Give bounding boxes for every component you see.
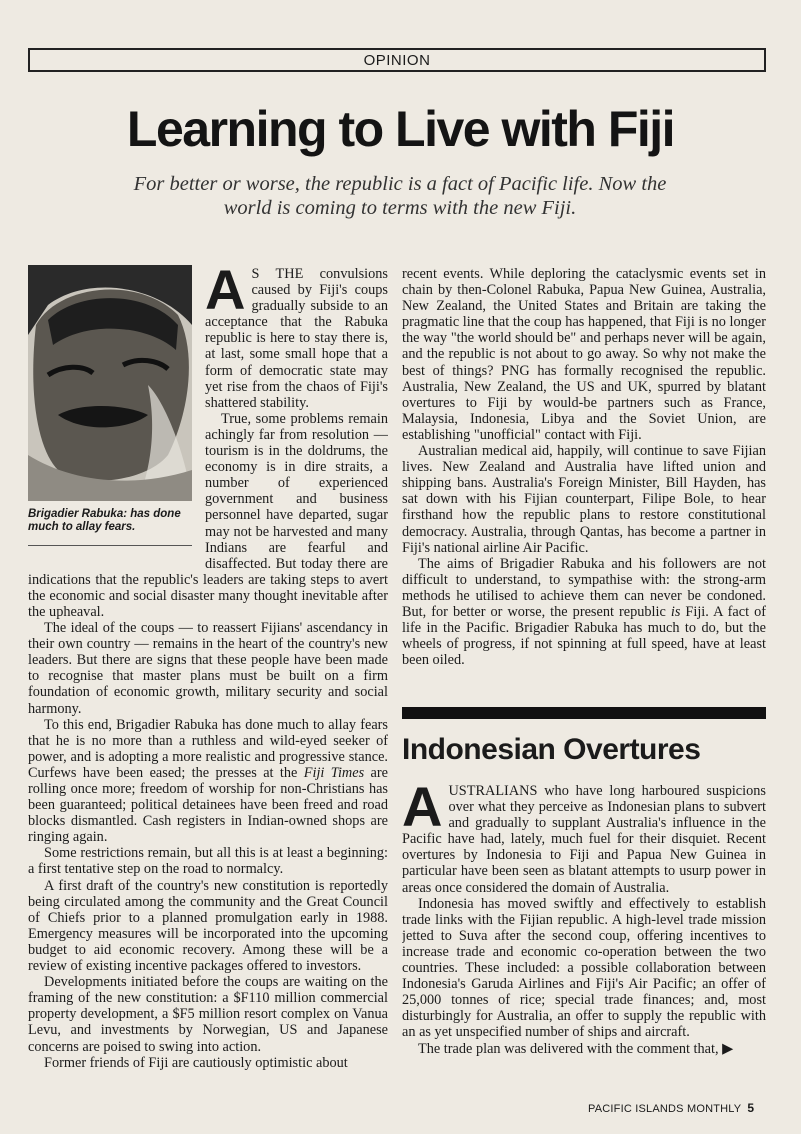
newspaper-title: Fiji Times	[303, 764, 365, 781]
paragraph: Developments initiated before the coups are waiting on the framing of the new constitution: a $F110 million commercial property development, a $F5 million resort complex on Vanua Levu, and investments by Norwegian, US and Japanese concerns are poised to swing into action.	[28, 974, 388, 1055]
drop-cap: A	[205, 266, 246, 321]
paragraph: True, some problems remain achingly far from resolution — tourism is in the doldrums, the economy is in dire straits, a number of experienced government and business personnel have departed, sugar may not be harvested and many Indians are fearful and disaffected. But today there are indications that the republic's leaders are taking steps to avert the economic and social disaster many thought inevitable after the upheaval.	[28, 410, 388, 620]
paragraph: Australian medical aid, happily, will continue to save Fijian lives. New Zealand and Australia have lifted union and shipping bans. Australia's Foreign Minister, Bill Hayden, has sat down with his Fijian counterpart, Filipe Bole, to hear firsthand how the republic plans to restore constitutional democracy. Australia, through Qantas, has become a partner in Fiji's national airline Air Pacific.	[402, 443, 766, 556]
text-run: Fiji. A fact of life in the Pacific. Brigadier Rabuka has much to do, but the wheels of progress, if not spinning at full speed, have at least been oiled.	[402, 603, 766, 669]
text-run: To this end, Brigadier Rabuka has done much to allay fears that he is no more than a ruthless and wild-eyed seeker of power, and is adopting a more realistic and progressive stance. Curfews have been eased; the presses at the	[28, 716, 388, 781]
section2-body	[402, 783, 766, 1095]
left-column	[28, 266, 388, 1096]
lead-text: USTRALIANS who have long harboured suspicions over what they perceive as Indonesian plans to subvert and gradually to supplant Australia's influence in the Pacific have had, lately, much fuel for their disquiet. Recent overtures by Indonesia to Fiji and Papua New Guinea in particular have been seen as blatant attempts to usurp power in areas once considered the domain of Australia.	[402, 783, 766, 896]
photo-space	[28, 266, 205, 556]
standfirst: For better or worse, the republic is a fact of Pacific life. Now the world is coming to terms with the new Fiji.	[133, 173, 667, 219]
section-banner	[28, 48, 766, 72]
section-headline: Indonesian Overtures	[402, 733, 701, 766]
text-run: The aims of Brigadier Rabuka and his followers are not difficult to understand, to sympathise with: the strong-arm methods he utilised to achieve them can never be condoned. But, for better or worse, the present republic	[402, 555, 766, 620]
paragraph: recent events. While deploring the cataclysmic events set in chain by then-Colonel Rabuka, Papua New Guinea, Australia, New Zealand, the United States and Britain are taking the pragmatic line that the coup has happened, that Fiji is no longer the way "the world should be" and perhaps never will be again, and the republic is not about to go away. So why not make the best of things? PNG has formally recognised the republic. Australia, New Zealand, the US and UK, spurred by blatant overtures to Fiji by would-be partners such as France, Malaysia, Indonesia, Libya and the Soviet Union, are establishing "unofficial" contact with Fiji.	[402, 266, 766, 443]
lead-paragraph	[402, 783, 766, 896]
headline: Learning to Live with Fiji	[126, 101, 675, 157]
emphasis: is	[670, 603, 681, 620]
paragraph	[402, 556, 766, 669]
paragraph: The ideal of the coups — to reassert Fijians' ascendancy in their own country — remains in the heart of the country's new leaders. But there are signs that these people have been made to recognise that master plans must be built on a firm foundation of economic growth, military security and social harmony.	[28, 620, 388, 717]
right-column	[402, 266, 766, 696]
section-divider	[402, 707, 766, 719]
banner-label: OPINION	[363, 51, 431, 69]
page-number: 5	[747, 1101, 755, 1115]
photo-caption: Brigadier Rabuka: has done much to allay fears.	[28, 508, 181, 533]
text-run: are rolling once more; freedom of worship for non-Christians has been guaranteed; political detainees have been freed and road blocks dismantled. Cash registers in Indian-owned shops are ringing again.	[28, 764, 388, 846]
paragraph: The trade plan was delivered with the comment that, ▶	[418, 1040, 734, 1057]
lead-text: S THE convulsions caused by Fiji's coups gradually subside to an acceptance that the Rabuka republic is here to stay there is, at last, some small hope that a form of democratic state may yet rise from the chaos of Fiji's shattered stability.	[205, 266, 388, 411]
paragraph: Indonesia has moved swiftly and effectively to establish trade links with the Fijian republic. A high-level trade mission jetted to Suva after the second coup, offering incentives to increase trade and economic co-operation between the two countries. These included: a possible collaboration between Indonesia's Garuda Airlines and Fiji's Air Pacific; an offer of 25,000 tonnes of rice; special trade finances; and, most disturbingly for Australia, an offer to supply the republic with an as yet unspecified number of ships and aircraft.	[402, 895, 766, 1041]
drop-cap: A	[402, 783, 443, 838]
page-footer	[588, 1101, 754, 1115]
paragraph: A first draft of the country's new constitution is reportedly being circulated among the community and the Great Council of Chiefs prior to a planned promulgation early in 1988. Emergency measures will be incorporated into the upcoming budget to aid economic recovery. Among these will be a review of existing incentive packages offered to investors.	[28, 877, 388, 975]
paragraph: Some restrictions remain, but all this is at least a beginning: a first tentative step on the road to normalcy.	[28, 845, 388, 878]
paragraph	[28, 717, 388, 846]
publication-name: PACIFIC ISLANDS MONTHLY	[588, 1103, 742, 1115]
paragraph: Former friends of Fiji are cautiously optimistic about	[44, 1054, 348, 1071]
